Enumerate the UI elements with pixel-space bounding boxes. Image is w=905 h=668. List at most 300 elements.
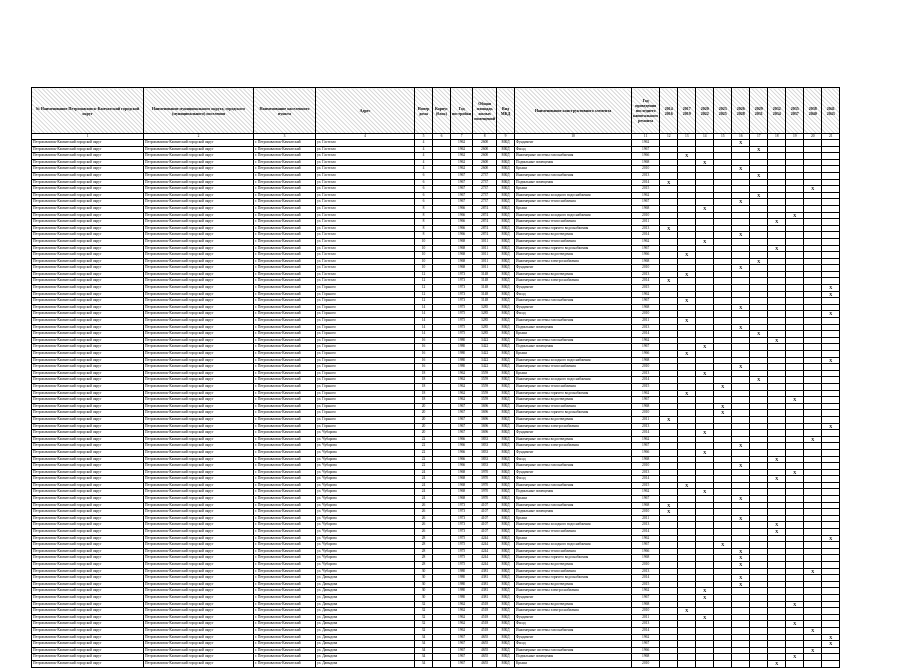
period-mark-cell [660, 383, 678, 390]
cell-col-3: г. Петропавловск-Камчатский [254, 608, 316, 615]
cell-col-11: 2013 [632, 271, 660, 278]
cell-col-3: г. Петропавловск-Камчатский [254, 265, 316, 272]
cell-col-2: Петропавловск-Камчатский городской округ [144, 654, 254, 661]
cell-col-9: МКД [497, 318, 515, 325]
header-cell-11: Год проведения последнего капитального ремонта [632, 88, 660, 134]
cell-col-1: Петропавловск-Камчатский городской округ [32, 654, 144, 661]
cell-col-11: 1968 [632, 502, 660, 509]
period-mark-cell: X [768, 219, 786, 226]
period-mark-cell [768, 186, 786, 193]
cell-col-3: г. Петропавловск-Камчатский [254, 654, 316, 661]
period-mark-cell [660, 489, 678, 496]
cell-col-1: Петропавловск-Камчатский городской округ [32, 232, 144, 239]
period-mark-cell [714, 225, 732, 232]
period-mark-cell [696, 476, 714, 483]
cell-col-9: МКД [497, 179, 515, 186]
cell-col-5: 28 [415, 555, 433, 562]
period-mark-cell [822, 146, 840, 153]
cell-col-10: Инженерные системы теплоснабжения [515, 199, 632, 206]
period-mark-cell [822, 324, 840, 331]
table-row [32, 542, 840, 549]
period-mark-cell [804, 410, 822, 417]
period-mark-cell [660, 443, 678, 450]
cell-col-3: г. Петропавловск-Камчатский [254, 199, 316, 206]
cell-col-10: Фундамент [515, 614, 632, 621]
cell-col-11: 2014 [632, 377, 660, 384]
cell-col-11: 1962 [632, 337, 660, 344]
period-mark-cell [750, 291, 768, 298]
period-mark-cell [696, 535, 714, 542]
period-mark-cell [804, 357, 822, 364]
cell-col-8: 4655 [473, 641, 497, 648]
period-mark-cell [732, 298, 750, 305]
period-mark-cell: X [732, 265, 750, 272]
period-mark-cell [786, 337, 804, 344]
cell-col-7: 1980 [451, 575, 473, 582]
cell-col-4: ул. Чубарова [316, 515, 415, 522]
cell-col-11: 1966 [632, 153, 660, 160]
cell-col-1: Петропавловск-Камчатский городской округ [32, 660, 144, 667]
cell-col-2: Петропавловск-Камчатский городской округ [144, 634, 254, 641]
cell-col-8: 4107 [473, 529, 497, 536]
period-mark-cell: X [696, 238, 714, 245]
cell-col-4: ул. Гастелло [316, 192, 415, 199]
period-mark-cell [696, 416, 714, 423]
period-mark-cell [804, 403, 822, 410]
cell-col-6 [433, 575, 451, 582]
cell-col-8: 2737 [473, 172, 497, 179]
cell-col-8: 3559 [473, 383, 497, 390]
period-mark-cell [822, 331, 840, 338]
cell-col-1: Петропавловск-Камчатский городской округ [32, 265, 144, 272]
cell-col-2: Петропавловск-Камчатский городской округ [144, 403, 254, 410]
cell-col-2: Петропавловск-Камчатский городской округ [144, 192, 254, 199]
cell-col-5: 8 [415, 205, 433, 212]
period-mark-cell [660, 140, 678, 147]
cell-col-9: МКД [497, 581, 515, 588]
cell-col-8: 3833 [473, 456, 497, 463]
period-mark-cell [768, 172, 786, 179]
cell-col-8: 3833 [473, 449, 497, 456]
period-mark-cell [714, 416, 732, 423]
table-row [32, 192, 840, 199]
cell-col-4: ул. Горького [316, 304, 415, 311]
cell-col-1: Петропавловск-Камчатский городской округ [32, 548, 144, 555]
cell-col-11: 2010 [632, 265, 660, 272]
period-mark-cell [660, 232, 678, 239]
period-mark-cell [804, 331, 822, 338]
cell-col-3: г. Петропавловск-Камчатский [254, 660, 316, 667]
cell-col-1: Петропавловск-Камчатский городской округ [32, 390, 144, 397]
cell-col-7: 1967 [451, 654, 473, 661]
period-mark-cell [660, 568, 678, 575]
cell-col-1: Петропавловск-Камчатский городской округ [32, 311, 144, 318]
cell-col-9: МКД [497, 285, 515, 292]
period-mark-cell [732, 403, 750, 410]
period-mark-cell [786, 298, 804, 305]
cell-col-8: 2600 [473, 153, 497, 160]
period-mark-cell [660, 192, 678, 199]
cell-col-11: 2014 [632, 232, 660, 239]
cell-col-5: 4 [415, 153, 433, 160]
period-mark-cell [678, 245, 696, 252]
period-mark-cell [660, 199, 678, 206]
period-mark-cell [696, 225, 714, 232]
cell-col-2: Петропавловск-Камчатский городской округ [144, 496, 254, 503]
cell-col-9: МКД [497, 166, 515, 173]
period-mark-cell [804, 146, 822, 153]
cell-col-6 [433, 205, 451, 212]
cell-col-7: 1973 [451, 298, 473, 305]
cell-col-3: г. Петропавловск-Камчатский [254, 357, 316, 364]
period-mark-cell [696, 324, 714, 331]
period-mark-cell [678, 568, 696, 575]
period-mark-cell [660, 575, 678, 582]
cell-col-11: 2015 [632, 383, 660, 390]
period-mark-cell [714, 324, 732, 331]
period-mark-cell [732, 529, 750, 536]
period-mark-cell [714, 575, 732, 582]
period-mark-cell [804, 232, 822, 239]
cell-col-5: 34 [415, 660, 433, 667]
cell-col-3: г. Петропавловск-Камчатский [254, 581, 316, 588]
cell-col-9: МКД [497, 588, 515, 595]
period-mark-cell [714, 509, 732, 516]
cell-col-9: МКД [497, 271, 515, 278]
period-mark-cell [768, 192, 786, 199]
cell-col-3: г. Петропавловск-Камчатский [254, 456, 316, 463]
period-mark-cell: X [732, 324, 750, 331]
cell-col-2: Петропавловск-Камчатский городской округ [144, 594, 254, 601]
cell-col-8: 3148 [473, 285, 497, 292]
cell-col-6 [433, 562, 451, 569]
table-row [32, 496, 840, 503]
period-mark-cell [768, 502, 786, 509]
cell-col-7: 1967 [451, 641, 473, 648]
period-mark-cell [822, 529, 840, 536]
cell-col-8: 3833 [473, 463, 497, 470]
cell-col-10: Инженерные системы газоснабжения [515, 647, 632, 654]
table-row [32, 324, 840, 331]
cell-col-6 [433, 654, 451, 661]
period-mark-cell [768, 594, 786, 601]
period-mark-cell: X [822, 357, 840, 364]
cell-col-7: 1980 [451, 588, 473, 595]
period-mark-cell [786, 463, 804, 470]
period-mark-cell [714, 337, 732, 344]
period-mark-cell [714, 291, 732, 298]
header-cell-4: Адрес [316, 88, 415, 134]
period-mark-cell: X [678, 271, 696, 278]
cell-col-3: г. Петропавловск-Камчатский [254, 588, 316, 595]
period-mark-cell: X [768, 337, 786, 344]
period-mark-cell [750, 430, 768, 437]
cell-col-5: 24 [415, 489, 433, 496]
cell-col-8: 4655 [473, 660, 497, 667]
cell-col-6 [433, 588, 451, 595]
table-row [32, 377, 840, 384]
cell-col-10: Подвальные помещения [515, 159, 632, 166]
cell-col-8: 3285 [473, 324, 497, 331]
cell-col-2: Петропавловск-Камчатский городской округ [144, 436, 254, 443]
period-mark-cell [678, 469, 696, 476]
period-mark-cell [768, 555, 786, 562]
period-mark-cell [768, 627, 786, 634]
period-mark-cell [678, 529, 696, 536]
cell-col-10: Инженерные системы горячего водоснабжения [515, 225, 632, 232]
cell-col-11: 1966 [632, 548, 660, 555]
period-mark-cell [732, 331, 750, 338]
cell-col-9: МКД [497, 548, 515, 555]
cell-col-6 [433, 489, 451, 496]
cell-col-9: МКД [497, 153, 515, 160]
cell-col-6 [433, 258, 451, 265]
table-row [32, 463, 840, 470]
cell-col-4: ул. Гастелло [316, 219, 415, 226]
period-mark-cell [732, 614, 750, 621]
cell-col-5: 26 [415, 522, 433, 529]
period-mark-cell [804, 430, 822, 437]
cell-col-3: г. Петропавловск-Камчатский [254, 614, 316, 621]
period-mark-cell [678, 627, 696, 634]
cell-col-6 [433, 555, 451, 562]
cell-col-2: Петропавловск-Камчатский городской округ [144, 469, 254, 476]
period-mark-cell [732, 153, 750, 160]
cell-col-8: 3696 [473, 423, 497, 430]
period-mark-cell [696, 463, 714, 470]
cell-col-6 [433, 436, 451, 443]
period-mark-cell: X [714, 410, 732, 417]
period-mark-cell [714, 456, 732, 463]
table-row [32, 469, 840, 476]
period-mark-cell [750, 529, 768, 536]
cell-col-5: 20 [415, 403, 433, 410]
cell-col-9: МКД [497, 509, 515, 516]
period-mark-cell [786, 647, 804, 654]
period-mark-cell [732, 344, 750, 351]
period-mark-cell [660, 370, 678, 377]
period-mark-cell [768, 614, 786, 621]
period-mark-cell [714, 370, 732, 377]
period-mark-cell [822, 258, 840, 265]
cell-col-1: Петропавловск-Камчатский городской округ [32, 515, 144, 522]
cell-col-7: 1967 [451, 403, 473, 410]
period-mark-cell [822, 245, 840, 252]
cell-col-3: г. Петропавловск-Камчатский [254, 469, 316, 476]
cell-col-3: г. Петропавловск-Камчатский [254, 555, 316, 562]
cell-col-5: 14 [415, 318, 433, 325]
period-mark-cell [678, 542, 696, 549]
period-mark-cell [804, 212, 822, 219]
cell-col-10: Инженерные системы газоснабжения [515, 482, 632, 489]
cell-col-3: г. Петропавловск-Камчатский [254, 219, 316, 226]
cell-col-4: ул. Горького [316, 291, 415, 298]
cell-col-10: Инженерные системы холодного водоснабжения [515, 377, 632, 384]
period-mark-cell [768, 179, 786, 186]
cell-col-5: 14 [415, 304, 433, 311]
period-mark-cell [750, 383, 768, 390]
cell-col-3: г. Петропавловск-Камчатский [254, 232, 316, 239]
period-mark-cell [768, 212, 786, 219]
cell-col-10: Крыша [515, 660, 632, 667]
period-mark-cell: X [660, 179, 678, 186]
cell-col-6 [433, 410, 451, 417]
table-row [32, 509, 840, 516]
period-mark-cell [768, 304, 786, 311]
table-row [32, 502, 840, 509]
table-row [32, 614, 840, 621]
cell-col-5: 6 [415, 172, 433, 179]
capital-repair-table [31, 87, 840, 668]
header-cell-5: Номер дома [415, 88, 433, 134]
cell-col-2: Петропавловск-Камчатский городской округ [144, 172, 254, 179]
cell-col-10: Фундамент [515, 449, 632, 456]
period-mark-cell [678, 140, 696, 147]
cell-col-9: МКД [497, 430, 515, 437]
cell-col-9: МКД [497, 146, 515, 153]
period-mark-cell [750, 298, 768, 305]
cell-col-5: 14 [415, 331, 433, 338]
period-mark-cell [768, 331, 786, 338]
period-mark-cell [678, 331, 696, 338]
table-row [32, 225, 840, 232]
cell-col-6 [433, 443, 451, 450]
cell-col-10: Инженерные системы теплоснабжения [515, 568, 632, 575]
cell-col-2: Петропавловск-Камчатский городской округ [144, 331, 254, 338]
period-mark-cell [768, 423, 786, 430]
period-mark-cell [732, 647, 750, 654]
cell-col-3: г. Петропавловск-Камчатский [254, 225, 316, 232]
period-mark-cell [714, 436, 732, 443]
period-mark-cell [732, 410, 750, 417]
period-mark-cell [696, 647, 714, 654]
period-mark-cell [786, 436, 804, 443]
period-mark-cell [660, 608, 678, 615]
period-mark-cell [822, 575, 840, 582]
column-number-6: 6 [433, 134, 451, 140]
cell-col-11: 1968 [632, 456, 660, 463]
cell-col-2: Петропавловск-Камчатский городской округ [144, 627, 254, 634]
cell-col-11: 2010 [632, 463, 660, 470]
period-mark-cell [786, 146, 804, 153]
table-row [32, 258, 840, 265]
cell-col-6 [433, 324, 451, 331]
cell-col-5: 34 [415, 641, 433, 648]
period-mark-cell [786, 568, 804, 575]
period-mark-cell [822, 344, 840, 351]
cell-col-3: г. Петропавловск-Камчатский [254, 568, 316, 575]
cell-col-10: Крыша [515, 515, 632, 522]
period-mark-cell [786, 245, 804, 252]
cell-col-2: Петропавловск-Камчатский городской округ [144, 199, 254, 206]
table-body [32, 140, 840, 668]
period-mark-cell [786, 331, 804, 338]
period-mark-cell [750, 344, 768, 351]
cell-col-10: Фасад [515, 311, 632, 318]
cell-col-1: Петропавловск-Камчатский городской округ [32, 186, 144, 193]
cell-col-4: ул. Гастелло [316, 140, 415, 147]
cell-col-6 [433, 166, 451, 173]
cell-col-4: ул. Чубарова [316, 555, 415, 562]
cell-col-9: МКД [497, 535, 515, 542]
cell-col-1: Петропавловск-Камчатский городской округ [32, 416, 144, 423]
cell-col-8: 3011 [473, 245, 497, 252]
cell-col-4: ул. Давыдова [316, 575, 415, 582]
column-number-16: 16 [732, 134, 750, 140]
cell-col-1: Петропавловск-Камчатский городской округ [32, 146, 144, 153]
cell-col-11: 1967 [632, 344, 660, 351]
cell-col-10: Фундамент [515, 594, 632, 601]
cell-col-3: г. Петропавловск-Камчатский [254, 205, 316, 212]
table-row [32, 298, 840, 305]
cell-col-1: Петропавловск-Камчатский городской округ [32, 562, 144, 569]
cell-col-4: ул. Чубарова [316, 449, 415, 456]
cell-col-3: г. Петропавловск-Камчатский [254, 476, 316, 483]
cell-col-2: Петропавловск-Камчатский городской округ [144, 364, 254, 371]
cell-col-6 [433, 515, 451, 522]
period-mark-cell: X [786, 212, 804, 219]
table-row [32, 482, 840, 489]
period-mark-cell [822, 410, 840, 417]
period-mark-cell [822, 397, 840, 404]
cell-col-2: Петропавловск-Камчатский городской округ [144, 502, 254, 509]
cell-col-10: Инженерные системы водоотведения [515, 252, 632, 259]
cell-col-7: 1973 [451, 522, 473, 529]
cell-col-6 [433, 291, 451, 298]
cell-col-7: 1968 [451, 476, 473, 483]
period-mark-cell [732, 482, 750, 489]
cell-col-6 [433, 318, 451, 325]
cell-col-6 [433, 403, 451, 410]
cell-col-1: Петропавловск-Камчатский городской округ [32, 529, 144, 536]
period-mark-cell [750, 581, 768, 588]
period-mark-cell [732, 219, 750, 226]
period-mark-cell [822, 278, 840, 285]
cell-col-11: 2010 [632, 608, 660, 615]
cell-col-6 [433, 186, 451, 193]
cell-col-6 [433, 542, 451, 549]
header-cell-6: Корпус (блок) [433, 88, 451, 134]
period-mark-cell [822, 390, 840, 397]
cell-col-11: 1967 [632, 443, 660, 450]
cell-col-10: Инженерные системы холодного водоснабжения [515, 192, 632, 199]
period-mark-cell [804, 159, 822, 166]
column-number-3: 3 [254, 134, 316, 140]
cell-col-2: Петропавловск-Камчатский городской округ [144, 601, 254, 608]
cell-col-5: 10 [415, 258, 433, 265]
cell-col-8: 2874 [473, 212, 497, 219]
header-cell-10: Наименование конструктивного элемента [515, 88, 632, 134]
cell-col-3: г. Петропавловск-Камчатский [254, 641, 316, 648]
cell-col-8: 2600 [473, 159, 497, 166]
cell-col-4: ул. Давыдова [316, 654, 415, 661]
cell-col-8: 3422 [473, 364, 497, 371]
cell-col-8: 4655 [473, 634, 497, 641]
period-mark-cell [732, 172, 750, 179]
period-mark-cell [678, 186, 696, 193]
cell-col-4: ул. Горького [316, 416, 415, 423]
column-number-20: 20 [804, 134, 822, 140]
period-mark-cell [768, 140, 786, 147]
cell-col-3: г. Петропавловск-Камчатский [254, 529, 316, 536]
cell-col-11: 1962 [632, 634, 660, 641]
cell-col-6 [433, 535, 451, 542]
cell-col-11: 2013 [632, 324, 660, 331]
period-mark-cell [660, 271, 678, 278]
period-mark-cell: X [714, 383, 732, 390]
period-mark-cell [660, 529, 678, 536]
cell-col-3: г. Петропавловск-Камчатский [254, 548, 316, 555]
